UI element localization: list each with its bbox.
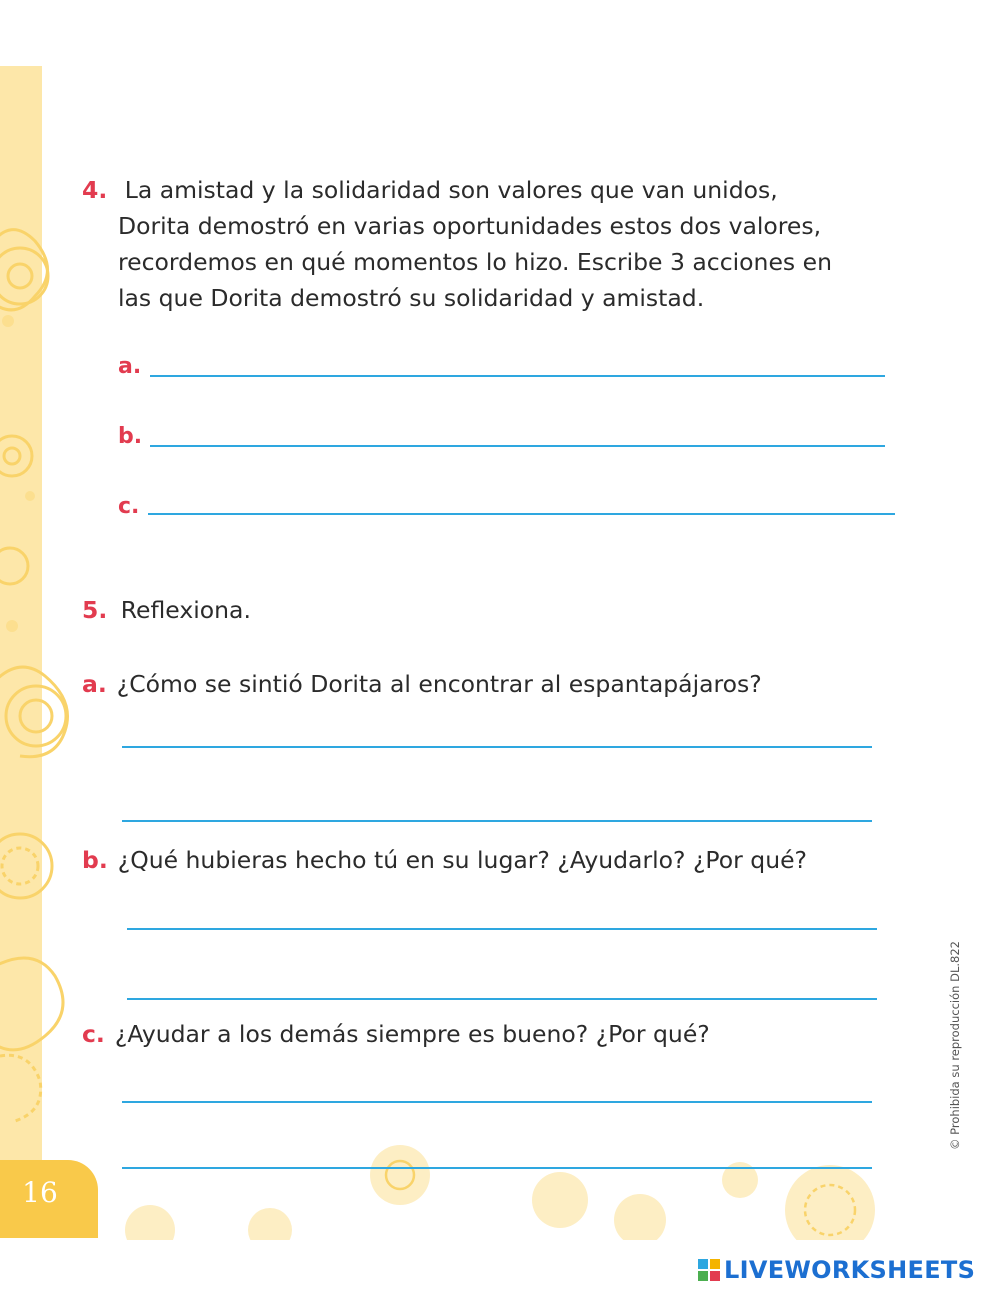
liveworksheets-logo-icon: [697, 1258, 721, 1282]
bottom-flower-decoration-icon: [0, 1140, 1000, 1240]
question-4-line-2: Dorita demostró en varias oportunidades estos dos valores,: [118, 212, 822, 240]
question-5b-text: ¿Qué hubieras hecho tú en su lugar? ¿Ayudarlo? ¿Por qué?: [117, 846, 808, 874]
answer-line-5c-1[interactable]: [122, 1101, 872, 1103]
question-4-line-1: La amistad y la solidaridad son valores que van unidos,: [124, 176, 778, 204]
question-4: [82, 172, 904, 316]
answer-line-5c-2[interactable]: [122, 1167, 872, 1169]
question-4-line-3: recordemos en qué momentos lo hizo. Escribe 3 acciones en: [118, 248, 832, 276]
question-5c: [82, 1020, 710, 1048]
option-c-letter: c.: [118, 494, 140, 519]
page-number: 16: [22, 1176, 58, 1209]
answer-line-5a-1[interactable]: [122, 746, 872, 748]
question-5a-letter: a.: [82, 670, 107, 698]
question-5-number: 5.: [82, 596, 108, 624]
brand-name: LIVEWORKSHEETS: [724, 1256, 976, 1284]
copyright-note: © Prohibida su reproducción DL.822: [948, 941, 962, 1150]
question-5a-text: ¿Cómo se sintió Dorita al encontrar al espantapájaros?: [116, 670, 762, 698]
question-4-number: 4.: [82, 176, 108, 204]
question-5b-letter: b.: [82, 846, 108, 874]
question-4-line-4: las que Dorita demostró su solidaridad y amistad.: [118, 284, 705, 312]
answer-line-5b-2[interactable]: [127, 998, 877, 1000]
question-5c-letter: c.: [82, 1020, 105, 1048]
question-5b: [82, 846, 807, 874]
answer-line-5a-2[interactable]: [122, 820, 872, 822]
answer-line-4a[interactable]: [150, 375, 885, 377]
option-a-letter: a.: [118, 354, 142, 379]
option-b-letter: b.: [118, 424, 143, 449]
question-5a: [82, 670, 762, 698]
answer-line-4b[interactable]: [150, 445, 885, 447]
answer-line-4c[interactable]: [148, 513, 895, 515]
question-5-text: Reflexiona.: [120, 596, 251, 624]
question-5: [82, 596, 251, 624]
question-5c-text: ¿Ayudar a los demás siempre es bueno? ¿Por qué?: [114, 1020, 710, 1048]
liveworksheets-brand[interactable]: [697, 1256, 975, 1284]
answer-line-5b-1[interactable]: [127, 928, 877, 930]
